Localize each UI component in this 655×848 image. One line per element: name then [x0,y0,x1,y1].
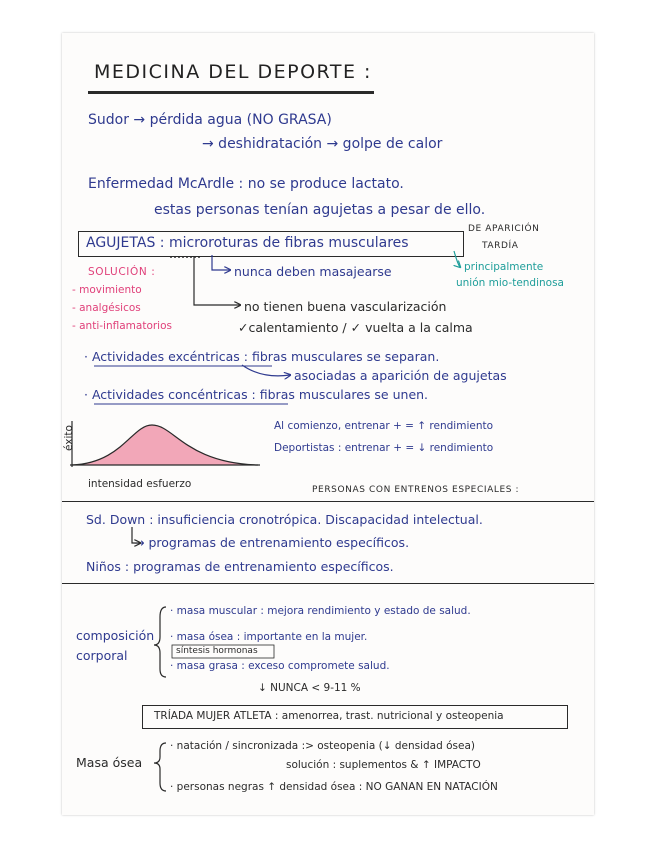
vascular-arrow [194,257,240,305]
rendimiento-line-2: Deportistas : entrenar + = ↓ rendimiento [274,442,494,454]
calentamiento-line: ✓calentamiento / ✓ vuelta a la calma [238,320,473,335]
excentricas-agujetas-line: asociadas a aparición de agujetas [294,368,507,383]
triada-line: TRÍADA MUJER ATLETA : amenorrea, trast. nutricional y osteopenia [154,710,504,722]
nunca-grasa-line: ↓ NUNCA < 9-11 % [258,682,361,694]
down-line: Sd. Down : insuficiencia cronotrópica. Discapacidad intelectual. [86,512,483,527]
nunca-arrow [212,255,230,270]
masa-osea-label: Masa ósea [76,755,143,770]
solucion-header: SOLUCIÓN : [88,266,156,278]
solucion-item-antiinflamatorios: - anti-inflamatorios [72,320,172,332]
excentricas-line: · Actividades excéntricas : fibras musculares se separan. [84,349,440,364]
solucion-item-movimiento: - movimiento [72,284,142,296]
composicion-brace [154,607,166,677]
masa-osea-brace [154,743,166,791]
principalmente-note: principalmente [464,261,544,273]
aparicion-note: DE APARICIÓN [468,224,540,234]
personas-especiales: PERSONAS CON ENTRENOS ESPECIALES : [312,485,520,495]
sintesis-hormonas: síntesis hormonas [176,646,258,656]
agujetas-mcardle-line: estas personas tenían agujetas a pesar de ello. [154,202,486,218]
concentricas-line: · Actividades concéntricas : fibras musculares se unen. [84,387,429,402]
solucion-item-analgesicos: - analgésicos [72,302,141,314]
notebook-page [62,33,594,815]
down-arrow [132,527,140,543]
masa-muscular-line: · masa muscular : mejora rendimiento y estado de salud. [170,605,471,617]
handwriting-strokes [62,33,594,815]
personas-negras-line: · personas negras ↑ densidad ósea : NO GANAN EN NATACIÓN [170,781,498,793]
graph-xlabel: intensidad esfuerzo [88,478,192,490]
sintesis-box [172,645,274,658]
rendimiento-line-1: Al comienzo, entrenar + = ↑ rendimiento [274,420,494,432]
down-programas-line: → programas de entrenamiento específicos. [134,535,410,550]
deshidratacion-line: → deshidratación → golpe de calor [202,136,443,152]
sudor-line: Sudor → pérdida agua (NO GRASA) [88,112,332,128]
mcardle-line: Enfermedad McArdle : no se produce lactato. [88,176,404,192]
agujetas-definition: AGUJETAS : microroturas de fibras musculares [86,235,409,251]
ninos-line: Niños : programas de entrenamiento específicos. [86,559,394,574]
masa-osea-line: · masa ósea : importante en la mujer. [170,631,368,643]
natacion-line: · natación / sincronizada :> osteopenia (↓ densidad ósea) [170,740,476,752]
union-note: unión mio-tendinosa [456,277,564,289]
vascularizacion-line: no tienen buena vascularización [244,299,447,314]
nunca-masajear: nunca deben masajearse [234,264,392,279]
solucion-impacto-line: solución : suplementos & ↑ IMPACTO [286,759,481,771]
page-title: MEDICINA DEL DEPORTE : [94,61,372,83]
principalmente-arrow [454,251,460,267]
asociadas-arrow [242,365,290,376]
masa-grasa-line: · masa grasa : exceso compromete salud. [170,660,390,672]
composicion-label-1: composición [76,628,155,643]
composicion-label-2: corporal [76,648,128,663]
graph-ylabel: éxito [63,425,75,451]
tardia-note: TARDÍA [482,241,519,251]
